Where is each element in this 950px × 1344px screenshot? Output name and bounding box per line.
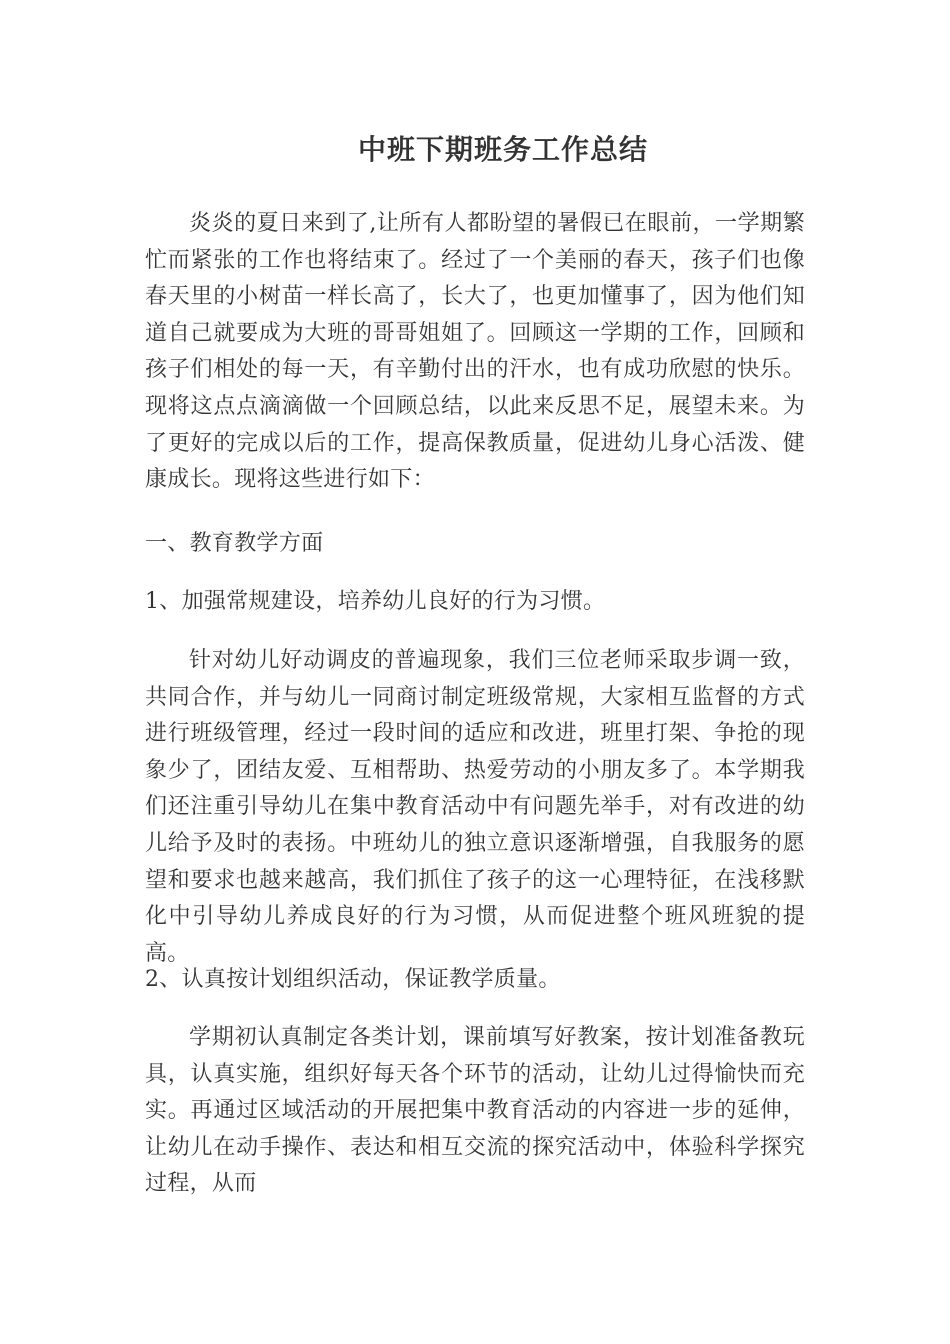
subsection-heading-routine: 1、加强常规建设，培养幼儿良好的行为习惯。 (145, 589, 606, 614)
subsection-heading-planning: 2、认真按计划组织活动，保证教学质量。 (145, 967, 561, 992)
intro-paragraph: 炎炎的夏日来到了,让所有人都盼望的暑假已在眼前，一学期繁忙而紧张的工作也将结束了。经过了一个美丽的春天，孩子们也像春天里的小树苗一样长高了，长大了，也更加懂事了，因为他们知道自己就要成为大班的哥哥姐姐了。回顾这一学期的工作，回顾和孩子们相处的每一天，有辛勤付出的汗水，也有成功欣慰的快乐。现将这点点滴滴做一个回顾总结，以此来反思不足，展望未来。为了更好的完成以后的工作，提高保教质量，促进幼儿身心活泼、健康成长。现将这些进行如下： (145, 211, 805, 493)
routine-paragraph: 针对幼儿好动调皮的普遍现象，我们三位老师采取步调一致，共同合作，并与幼儿一同商讨制定班级常规，大家相互监督的方式进行班级管理，经过一段时间的适应和改进，班里打架、争抢的现象少了，团结友爱、互相帮助、热爱劳动的小朋友多了。本学期我们还注重引导幼儿在集中教育活动中有问题先举手，对有改进的幼儿给予及时的表扬。中班幼儿的独立意识逐渐增强，自我服务的愿望和要求也越来越高，我们抓住了孩子的这一心理特征，在浅移默化中引导幼儿养成良好的行为习惯，从而促进整个班风班貌的提高。 (145, 648, 805, 966)
planning-paragraph: 学期初认真制定各类计划，课前填写好教案，按计划准备教玩具，认真实施，组织好每天各个环节的活动，让幼儿过得愉快而充实。再通过区域活动的开展把集中教育活动的内容进一步的延伸，让幼儿在动手操作、表达和相互交流的探究活动中，体验科学探究过程，从而 (145, 1025, 805, 1197)
section-heading-education: 一、教育教学方面 (145, 531, 324, 556)
document-title: 中班下期班务工作总结 (357, 133, 648, 166)
